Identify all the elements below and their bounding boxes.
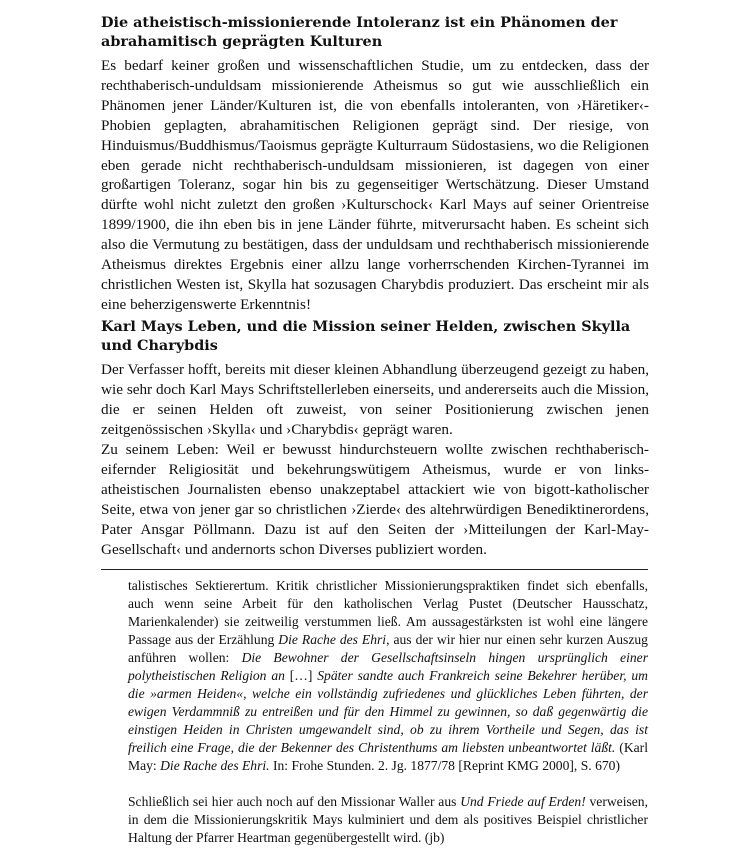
footnote-separator (101, 569, 648, 570)
paragraph-author-hopes: Der Verfasser hofft, bereits mit dieser kleinen Abhandlung überzeugend gezeigt zu haben, wie sehr doch Karl Mays Schriftstellerleben einerseits, und andererseits auch die Mission, die er seinen Helden oft zuweist, von seiner Positionierung zwischen jenen zeitgenössischen ›Skylla‹ und ›Charybdis‹ geprägt waren. (101, 361, 649, 438)
footnote-text: (Karl May: (128, 740, 648, 773)
footnote-text: Schließlich sei hier auch noch auf den Missionar Waller aus (128, 794, 461, 809)
paragraph-intolerance: Es bedarf keiner großen und wissenschaftlichen Studie, um zu entdecken, dass der rechthaberisch-unduldsam missionierende Atheismus so gut wie ausschließlich ein Phänomen jener Länder/Kulturen ist, die von ebenfalls intoleranten, von ›Häretiker‹-Phobien geplagten, abrahamitischen Religionen geprägt sind. Der riesige, von Hinduismus/Buddhismus/Taoismus geprägte Kulturraum Südostasiens, wo die Religionen eben gerade nicht rechthaberisch-unduldsam missionieren, ist dagegen von einer großartigen Toleranz, sogar hin bis zu gegenseitiger Wertschätzung. Dieser Umstand dürfte wohl nicht zuletzt den großen ›Kulturschock‹ Karl Mays auf seiner Orientreise 1899/1900, die ihn eben bis in jene Länder führte, mitverursacht haben. Es scheint sich also die Vermutung zu bestätigen, dass der unduldsam und rechthaberisch missionierende Atheismus direktes Ergebnis einer allzu lange vorherrschenden Kirchen-Tyrannei im christlichen Westen ist, Skylla hat sozusagen Charybdis produziert. Das erscheint mir als eine beherzigenswerte Erkenntnis! (101, 57, 649, 313)
paragraph-his-life: Zu seinem Leben: Weil er bewusst hindurchsteuern wollte zwischen rechthaberisch-eifernder Religiosität und bekehrungswütigem Atheismus, wurde er von links-atheistischen Journalisten ebenso unakzeptabel attackiert wie von bigott-katholischer Seite, etwa von jener gar so christlichen ›Zierde‹ des altehrwürdigen Benediktinerordens, Pater Ansgar Pöllmann. Dazu ist auf den Seiten der ›Mitteilungen der Karl-May-Gesellschaft‹ und andernorts schon Diverses publiziert worden. (101, 441, 649, 558)
footnote-text: , aus der wir hier nur einen sehr kurzen Auszug anführen wollen: (128, 632, 648, 665)
quotation: Später sandte auch Frankreich seine Bekehrer herüber, um die »armen Heiden«, welche ein vollständig zufriedenes und glückliches Leben führten, der ewigen Verdammniß zu entreißen und für den Himmel zu gewinnen, so daß gegenwärtig die einstigen Heiden in Christen umgewandelt sind, ob zu ihrem Vortheile und Segen, das ist freilich eine Frage, die der Bekenner des Christenthums am liebsten unbeantwortet läßt. (128, 668, 648, 755)
footnote-paragraph-2 (128, 793, 648, 847)
footnote-paragraph-1 (128, 577, 648, 775)
book-title: Die Rache des Ehri (278, 632, 387, 647)
section-heading-karl-may-life: Karl Mays Leben, und die Mission seiner Helden, zwischen Skylla und Charybdis (101, 318, 631, 354)
book-title: Die Rache des Ehri. (160, 758, 270, 773)
book-title: Und Friede auf Erden! (460, 794, 586, 809)
section-heading-intolerance: Die atheistisch-missionierende Intoleranz ist ein Phänomen der abrahamitisch geprägten Kulturen (101, 14, 618, 50)
footnote-text: […] (284, 668, 318, 683)
footnote-text: verweisen, in dem die Missionierungskritik Mays kulminiert und dem als positives Beispiel christlicher Haltung der Pfarrer Heartman gegenübergestellt wird. (jb) (128, 794, 648, 845)
footnote-text: talistisches Sektierertum. Kritik christlicher Missionierungspraktiken findet sich ebenfalls, auch wenn seine Arbeit für den katholischen Verlag Pustet (Deutscher Hausschatz, Marienkalender) sie zeitweilig verstummen ließ. Am aussagestärksten ist wohl eine längere Passage aus der Erzählung (128, 578, 648, 647)
quotation: Die Bewohner der Gesellschaftsinseln hingen ursprünglich einer polytheistischen Religion an (128, 650, 648, 683)
footnote-text: In: Frohe Stunden. 2. Jg. 1877/78 [Reprint KMG 2000], S. 670) (269, 758, 620, 773)
